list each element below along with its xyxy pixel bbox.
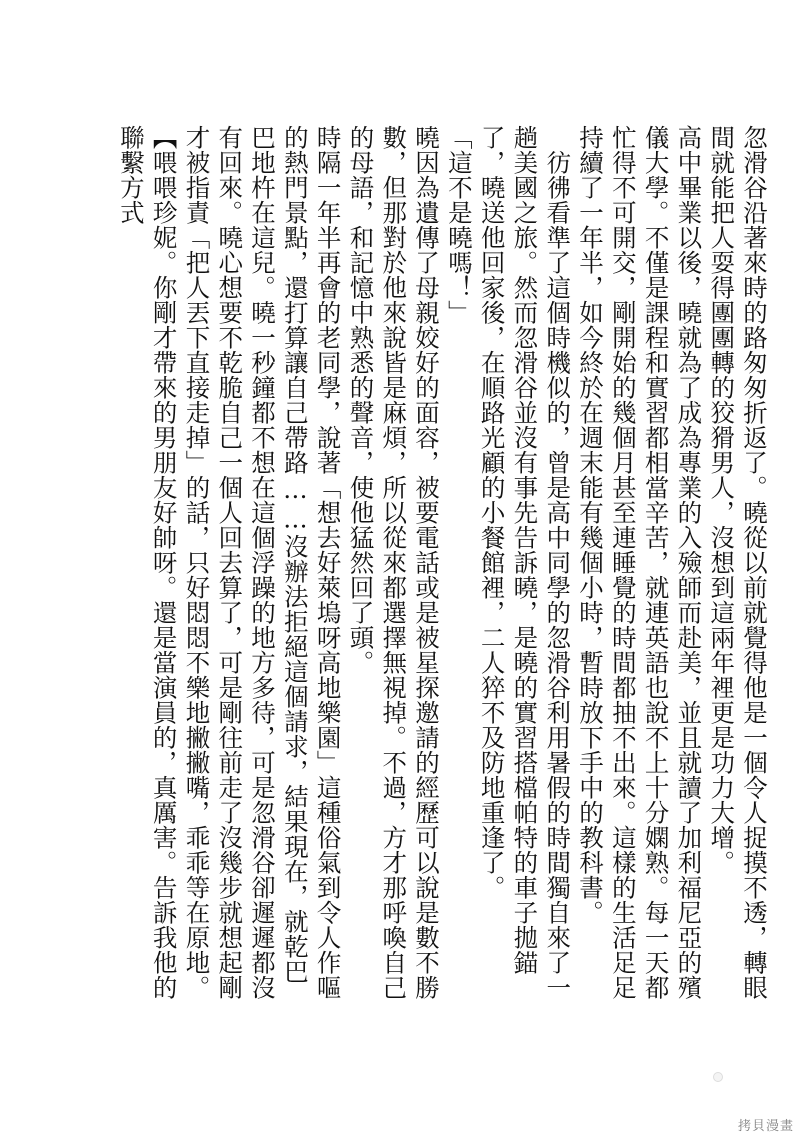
small-dot-mark <box>713 1072 723 1082</box>
paragraph-1: 忽滑谷沿著來時的路匆匆折返了。曉從以前就覺得他是一個令人捉摸不透，轉眼間就能把人耍得團團轉的狡猾男人，沒想到這兩年裡更是功力大增。 <box>707 125 769 1000</box>
paragraph-4-dialogue: 「這不是曉嗎！」 <box>444 125 474 325</box>
paragraph-2: 高中畢業以後，曉就為了成為專業的入殮師而赴美，並且就讀了加利福尼亞的殯儀大學。不僅是課程和實習都相當辛苦，就連英語也說不上十分嫻熟。每一天都忙得不可開交，剛開始的幾個月甚至連睡覺的時間都抽不出來。這樣的生活足足持續了一年半，如今終於在週末能有幾個小時，暫時放下手中的教科書。 <box>576 125 704 1000</box>
watermark-logo: 拷貝漫畫 <box>737 1119 794 1134</box>
paragraph-6: 時隔一年半再會的老同學，說著「想去好萊塢呀高地樂園」這種俗氣到令人作嘔的熱門景點，還打算讓自己帶路……沒辦法拒絕這個請求，結果現在，就乾巴巴地杵在這兒。曉一秒鐘都不想在這個浮躁的地方多待，可是忽滑谷卻遲遲都沒有回來。曉心想要不乾脆自己一個人回去算了，可是剛往前走了沒幾步就想起剛才被指責「把人丟下直接走掉」的話，只好悶悶不樂地撇撇嘴，乖乖等在原地。 <box>182 125 343 1000</box>
paragraph-5: 曉因為遺傳了母親姣好的面容，被要電話或是被星探邀請的經歷可以說是數不勝數，但那對於他來說皆是麻煩，所以從來都選擇無視掉。不過，方才那呼喚自己的母語，和記憶中熟悉的聲音，使他猛然回了頭。 <box>346 125 442 1000</box>
vertical-text-block <box>25 125 770 1005</box>
paragraph-3: 彷彿看準了這個時機似的，曾是高中同學的忽滑谷利用暑假的時間獨自來了一趟美國之旅。然而忽滑谷並沒有事先告訴曉，是曉的實習搭檔帕特的車子拋錨了，曉送他回家後，在順路光顧的小餐館裡，二人猝不及防地重逢了。 <box>477 125 573 1000</box>
paragraph-7-dialogue: 【喂喂珍妮。你剛才帶來的男朋友好帥呀。還是當演員的，真厲害。告訴我他的聯繫方式 <box>116 125 179 1000</box>
